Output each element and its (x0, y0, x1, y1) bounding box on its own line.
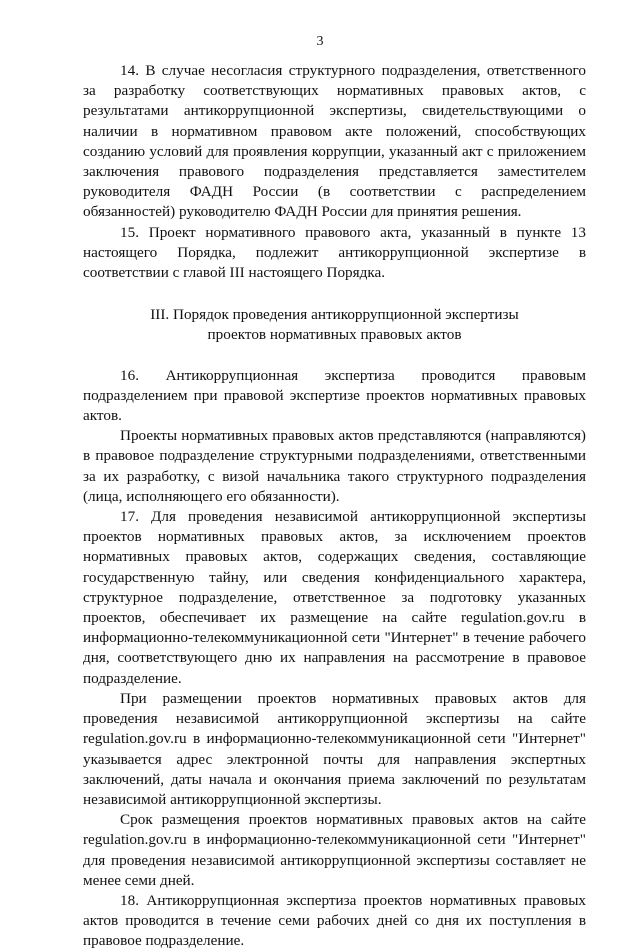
section-heading-line-2: проектов нормативных правовых актов (207, 326, 462, 344)
document-body (83, 61, 586, 952)
section-heading (83, 305, 586, 345)
paragraph-17: 17. Для проведения независимой антикоррупционной экспертизы проектов нормативных правовых актов, за исключением проектов нормативных правовых актов, содержащих сведения, составляющие государственную тайну, или сведения конфиденциального характера, структурное подразделение, ответственное за подготовку указанных проектов, обеспечивает их размещение на сайте regulation.gov.ru в информационно-телекоммуникационной сети "Интернет" в течение рабочего дня, соответствующего дню их направления на рассмотрение в правовое подразделение. (83, 508, 586, 687)
paragraph-15: 15. Проект нормативного правового акта, указанный в пункте 13 настоящего Порядка, подлежит антикоррупционной экспертизе в соответствии с главой III настоящего Порядка. (83, 223, 586, 282)
paragraph-17-continuation-2: Срок размещения проектов нормативных правовых актов на сайте regulation.gov.ru в информационно-телекоммуникационной сети "Интернет" для проведения независимой антикоррупционной экспертизы составляет не менее семи дней. (83, 811, 586, 889)
paragraph-17-continuation-1: При размещении проектов нормативных правовых актов для проведения независимой антикоррупционной экспертизы на сайте regulation.gov.ru в информационно-телекоммуникационной сети "Интернет" указывается адрес электронной почты для направления экспертных заключений, даты начала и окончания приема заключений по результатам независимой антикоррупционной экспертизы. (83, 689, 586, 808)
section-heading-line-1: III. Порядок проведения антикоррупционной экспертизы (150, 306, 519, 324)
paragraph-14: 14. В случае несогласия структурного подразделения, ответственного за разработку соответствующих нормативных правовых актов, с результатами антикоррупционной экспертизы, свидетельствующими о наличии в нормативном правовом акте положений, способствующих созданию условий для проявления коррупции, указанный акт с приложением заключения правового подразделения представляется заместителем руководителя ФАДН России (в соответствии с распределением обязанностей) руководителю ФАДН России для принятия решения. (83, 62, 586, 221)
paragraph-16: 16. Антикоррупционная экспертиза проводится правовым подразделением при правовой экспертизе проектов нормативных правовых актов. (83, 366, 586, 425)
page-number: 3 (316, 34, 324, 49)
paragraph-16-continuation: Проекты нормативных правовых актов представляются (направляются) в правовое подразделение структурными подразделениями, ответственными за их разработку, с визой начальника такого структурного подразделения (лица, исполняющего его обязанности). (83, 427, 586, 505)
paragraph-18: 18. Антикоррупционная экспертиза проектов нормативных правовых актов проводится в течение семи рабочих дней со дня их поступления в правовое подразделение. (83, 891, 586, 950)
